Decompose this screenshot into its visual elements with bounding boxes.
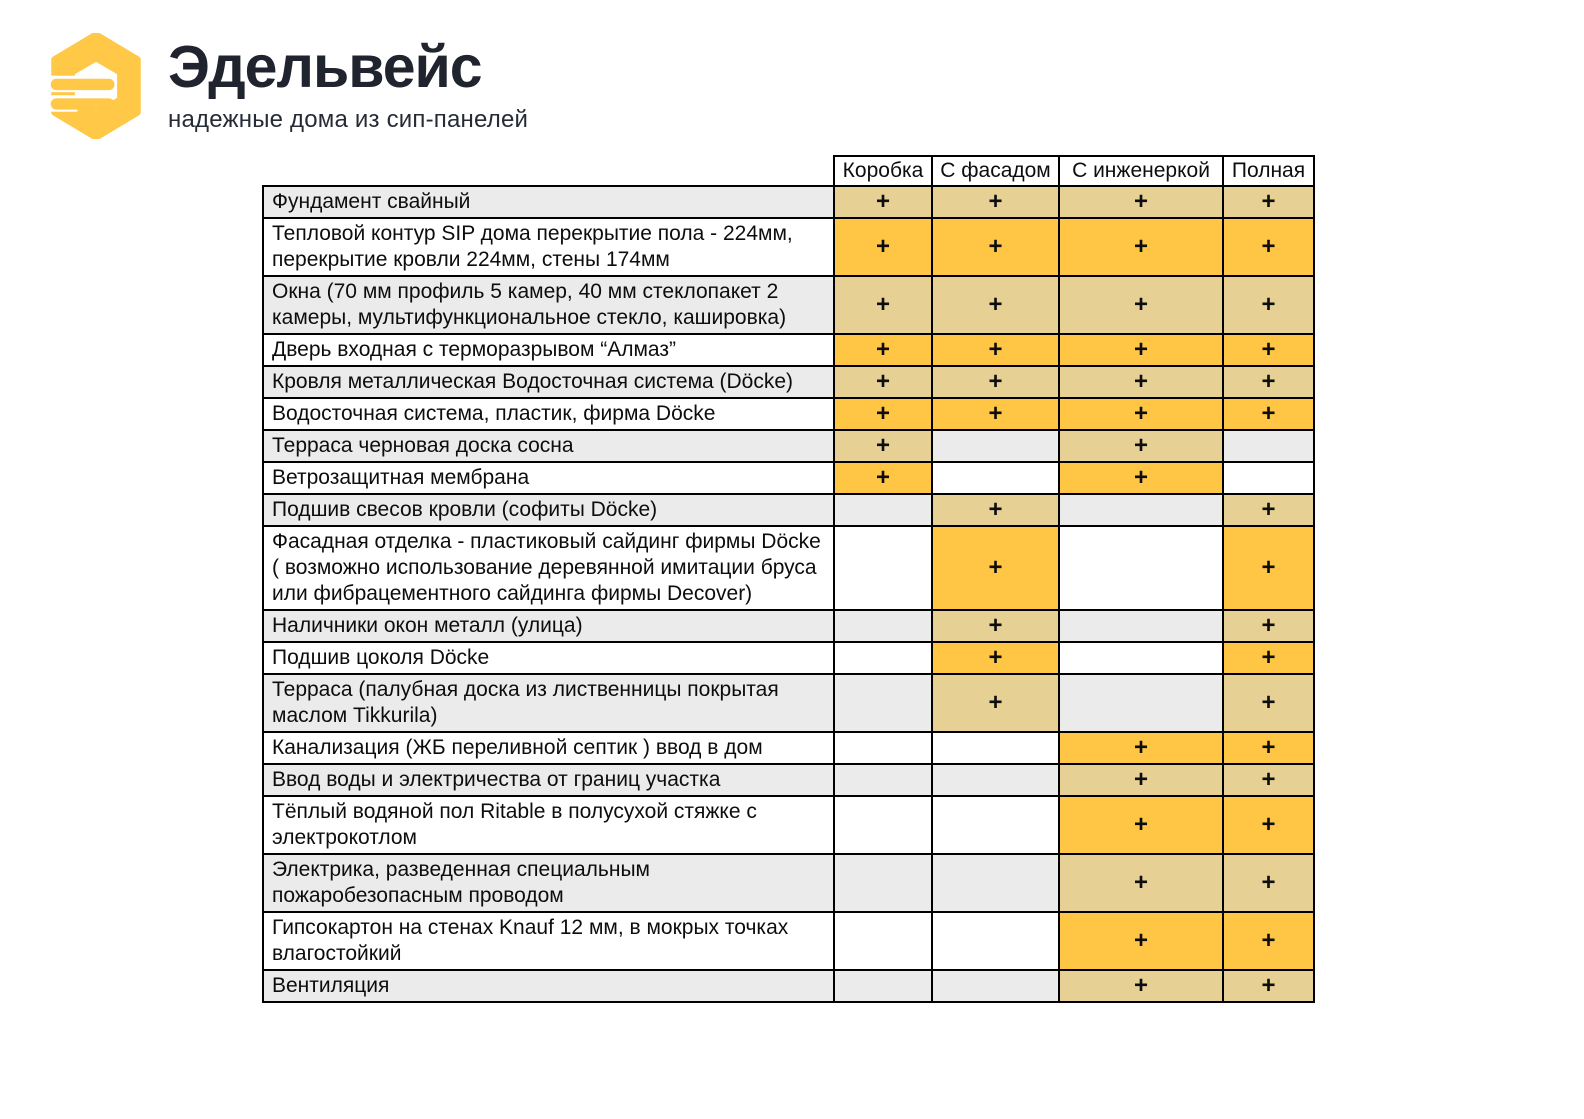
included-cell: + xyxy=(1059,186,1223,218)
excluded-cell xyxy=(932,912,1059,970)
included-cell: + xyxy=(1059,366,1223,398)
row-label: Наличники окон металл (улица) xyxy=(263,610,834,642)
included-cell: + xyxy=(932,398,1059,430)
excluded-cell xyxy=(834,764,932,796)
included-cell: + xyxy=(1223,796,1314,854)
included-cell: + xyxy=(932,526,1059,610)
row-label: Терраса черновая доска сосна xyxy=(263,430,834,462)
table-row xyxy=(263,732,1314,764)
packages-table-body xyxy=(263,186,1314,1002)
included-cell: + xyxy=(1223,186,1314,218)
included-cell: + xyxy=(1223,218,1314,276)
included-cell: + xyxy=(932,494,1059,526)
table-row xyxy=(263,430,1314,462)
row-label: Электрика, разведенная специальным пожаробезопасным проводом xyxy=(263,854,834,912)
excluded-cell xyxy=(1223,462,1314,494)
included-cell: + xyxy=(1059,430,1223,462)
brand-tagline: надежные дома из сип-панелей xyxy=(168,105,529,133)
included-cell: + xyxy=(932,276,1059,334)
brand-title: Эдельвейс xyxy=(168,34,482,100)
excluded-cell xyxy=(932,430,1059,462)
column-header-korobka: Коробка xyxy=(834,156,932,186)
row-label: Водосточная система, пластик, фирма Döcke xyxy=(263,398,834,430)
table-row xyxy=(263,764,1314,796)
row-label: Тёплый водяной пол Ritable в полусухой стяжке с электрокотлом xyxy=(263,796,834,854)
column-header-s-inzhenerkoy: С инженеркой xyxy=(1059,156,1223,186)
corner-cell xyxy=(263,156,834,186)
included-cell: + xyxy=(1059,276,1223,334)
table-row xyxy=(263,494,1314,526)
included-cell: + xyxy=(1059,970,1223,1002)
table-row xyxy=(263,218,1314,276)
included-cell: + xyxy=(1059,732,1223,764)
table-row xyxy=(263,366,1314,398)
table-row xyxy=(263,970,1314,1002)
table-row xyxy=(263,334,1314,366)
included-cell: + xyxy=(932,610,1059,642)
excluded-cell xyxy=(1223,430,1314,462)
included-cell: + xyxy=(932,218,1059,276)
excluded-cell xyxy=(1059,526,1223,610)
column-header-polnaya: Полная xyxy=(1223,156,1314,186)
included-cell: + xyxy=(834,366,932,398)
included-cell: + xyxy=(1223,526,1314,610)
included-cell: + xyxy=(1223,398,1314,430)
included-cell: + xyxy=(1223,764,1314,796)
table-row xyxy=(263,276,1314,334)
included-cell: + xyxy=(1059,912,1223,970)
row-label: Гипсокартон на стенах Knauf 12 мм, в мокрых точках влагостойкий xyxy=(263,912,834,970)
included-cell: + xyxy=(1223,494,1314,526)
row-label: Ввод воды и электричества от границ участка xyxy=(263,764,834,796)
excluded-cell xyxy=(834,854,932,912)
included-cell: + xyxy=(1223,334,1314,366)
included-cell: + xyxy=(932,642,1059,674)
excluded-cell xyxy=(932,732,1059,764)
table-row xyxy=(263,398,1314,430)
excluded-cell xyxy=(834,526,932,610)
row-label: Фундамент свайный xyxy=(263,186,834,218)
brand-header xyxy=(50,33,528,139)
included-cell: + xyxy=(932,334,1059,366)
excluded-cell xyxy=(834,970,932,1002)
excluded-cell xyxy=(834,642,932,674)
included-cell: + xyxy=(1059,398,1223,430)
included-cell: + xyxy=(1059,462,1223,494)
excluded-cell xyxy=(834,674,932,732)
table-row xyxy=(263,526,1314,610)
excluded-cell xyxy=(834,494,932,526)
included-cell: + xyxy=(834,430,932,462)
included-cell: + xyxy=(932,186,1059,218)
excluded-cell xyxy=(1059,494,1223,526)
row-label: Подшив цоколя Döcke xyxy=(263,642,834,674)
excluded-cell xyxy=(932,462,1059,494)
included-cell: + xyxy=(1223,674,1314,732)
included-cell: + xyxy=(834,276,932,334)
included-cell: + xyxy=(1223,854,1314,912)
included-cell: + xyxy=(834,218,932,276)
included-cell: + xyxy=(1059,854,1223,912)
included-cell: + xyxy=(1223,912,1314,970)
excluded-cell xyxy=(834,796,932,854)
hexagon-e-icon xyxy=(50,33,142,139)
table-row xyxy=(263,796,1314,854)
packages-table xyxy=(262,155,1315,1003)
row-label: Канализация (ЖБ переливной септик ) ввод в дом xyxy=(263,732,834,764)
included-cell: + xyxy=(834,398,932,430)
row-label: Кровля металлическая Водосточная система (Döcke) xyxy=(263,366,834,398)
table-row xyxy=(263,674,1314,732)
included-cell: + xyxy=(834,462,932,494)
excluded-cell xyxy=(834,912,932,970)
included-cell: + xyxy=(932,366,1059,398)
included-cell: + xyxy=(1223,610,1314,642)
column-header-s-fasadom: С фасадом xyxy=(932,156,1059,186)
included-cell: + xyxy=(1059,764,1223,796)
excluded-cell xyxy=(834,732,932,764)
table-row xyxy=(263,912,1314,970)
excluded-cell xyxy=(1059,642,1223,674)
excluded-cell xyxy=(1059,674,1223,732)
included-cell: + xyxy=(1223,276,1314,334)
table-row xyxy=(263,186,1314,218)
included-cell: + xyxy=(1059,796,1223,854)
row-label: Тепловой контур SIP дома перекрытие пола - 224мм, перекрытие кровли 224мм, стены 174мм xyxy=(263,218,834,276)
included-cell: + xyxy=(1223,970,1314,1002)
row-label: Подшив свесов кровли (софиты Döcke) xyxy=(263,494,834,526)
row-label: Дверь входная с терморазрывом “Алмаз” xyxy=(263,334,834,366)
table-row xyxy=(263,642,1314,674)
excluded-cell xyxy=(834,610,932,642)
row-label: Ветрозащитная мембрана xyxy=(263,462,834,494)
included-cell: + xyxy=(834,334,932,366)
excluded-cell xyxy=(932,796,1059,854)
excluded-cell xyxy=(1059,610,1223,642)
row-label: Вентиляция xyxy=(263,970,834,1002)
excluded-cell xyxy=(932,764,1059,796)
excluded-cell xyxy=(932,970,1059,1002)
table-row xyxy=(263,854,1314,912)
included-cell: + xyxy=(1223,366,1314,398)
row-label: Фасадная отделка - пластиковый сайдинг фирмы Döcke ( возможно использование деревянной имитации бруса или фибрацементного сайдинга фирмы Decover) xyxy=(263,526,834,610)
included-cell: + xyxy=(1223,732,1314,764)
included-cell: + xyxy=(1059,218,1223,276)
row-label: Окна (70 мм профиль 5 камер, 40 мм стеклопакет 2 камеры, мультифункциональное стекло, кашировка) xyxy=(263,276,834,334)
included-cell: + xyxy=(1059,334,1223,366)
table-row xyxy=(263,610,1314,642)
included-cell: + xyxy=(1223,642,1314,674)
included-cell: + xyxy=(932,674,1059,732)
row-label: Терраса (палубная доска из лиственницы покрытая маслом Tikkurila) xyxy=(263,674,834,732)
table-header-row xyxy=(263,156,1314,186)
table-row xyxy=(263,462,1314,494)
excluded-cell xyxy=(932,854,1059,912)
included-cell: + xyxy=(834,186,932,218)
